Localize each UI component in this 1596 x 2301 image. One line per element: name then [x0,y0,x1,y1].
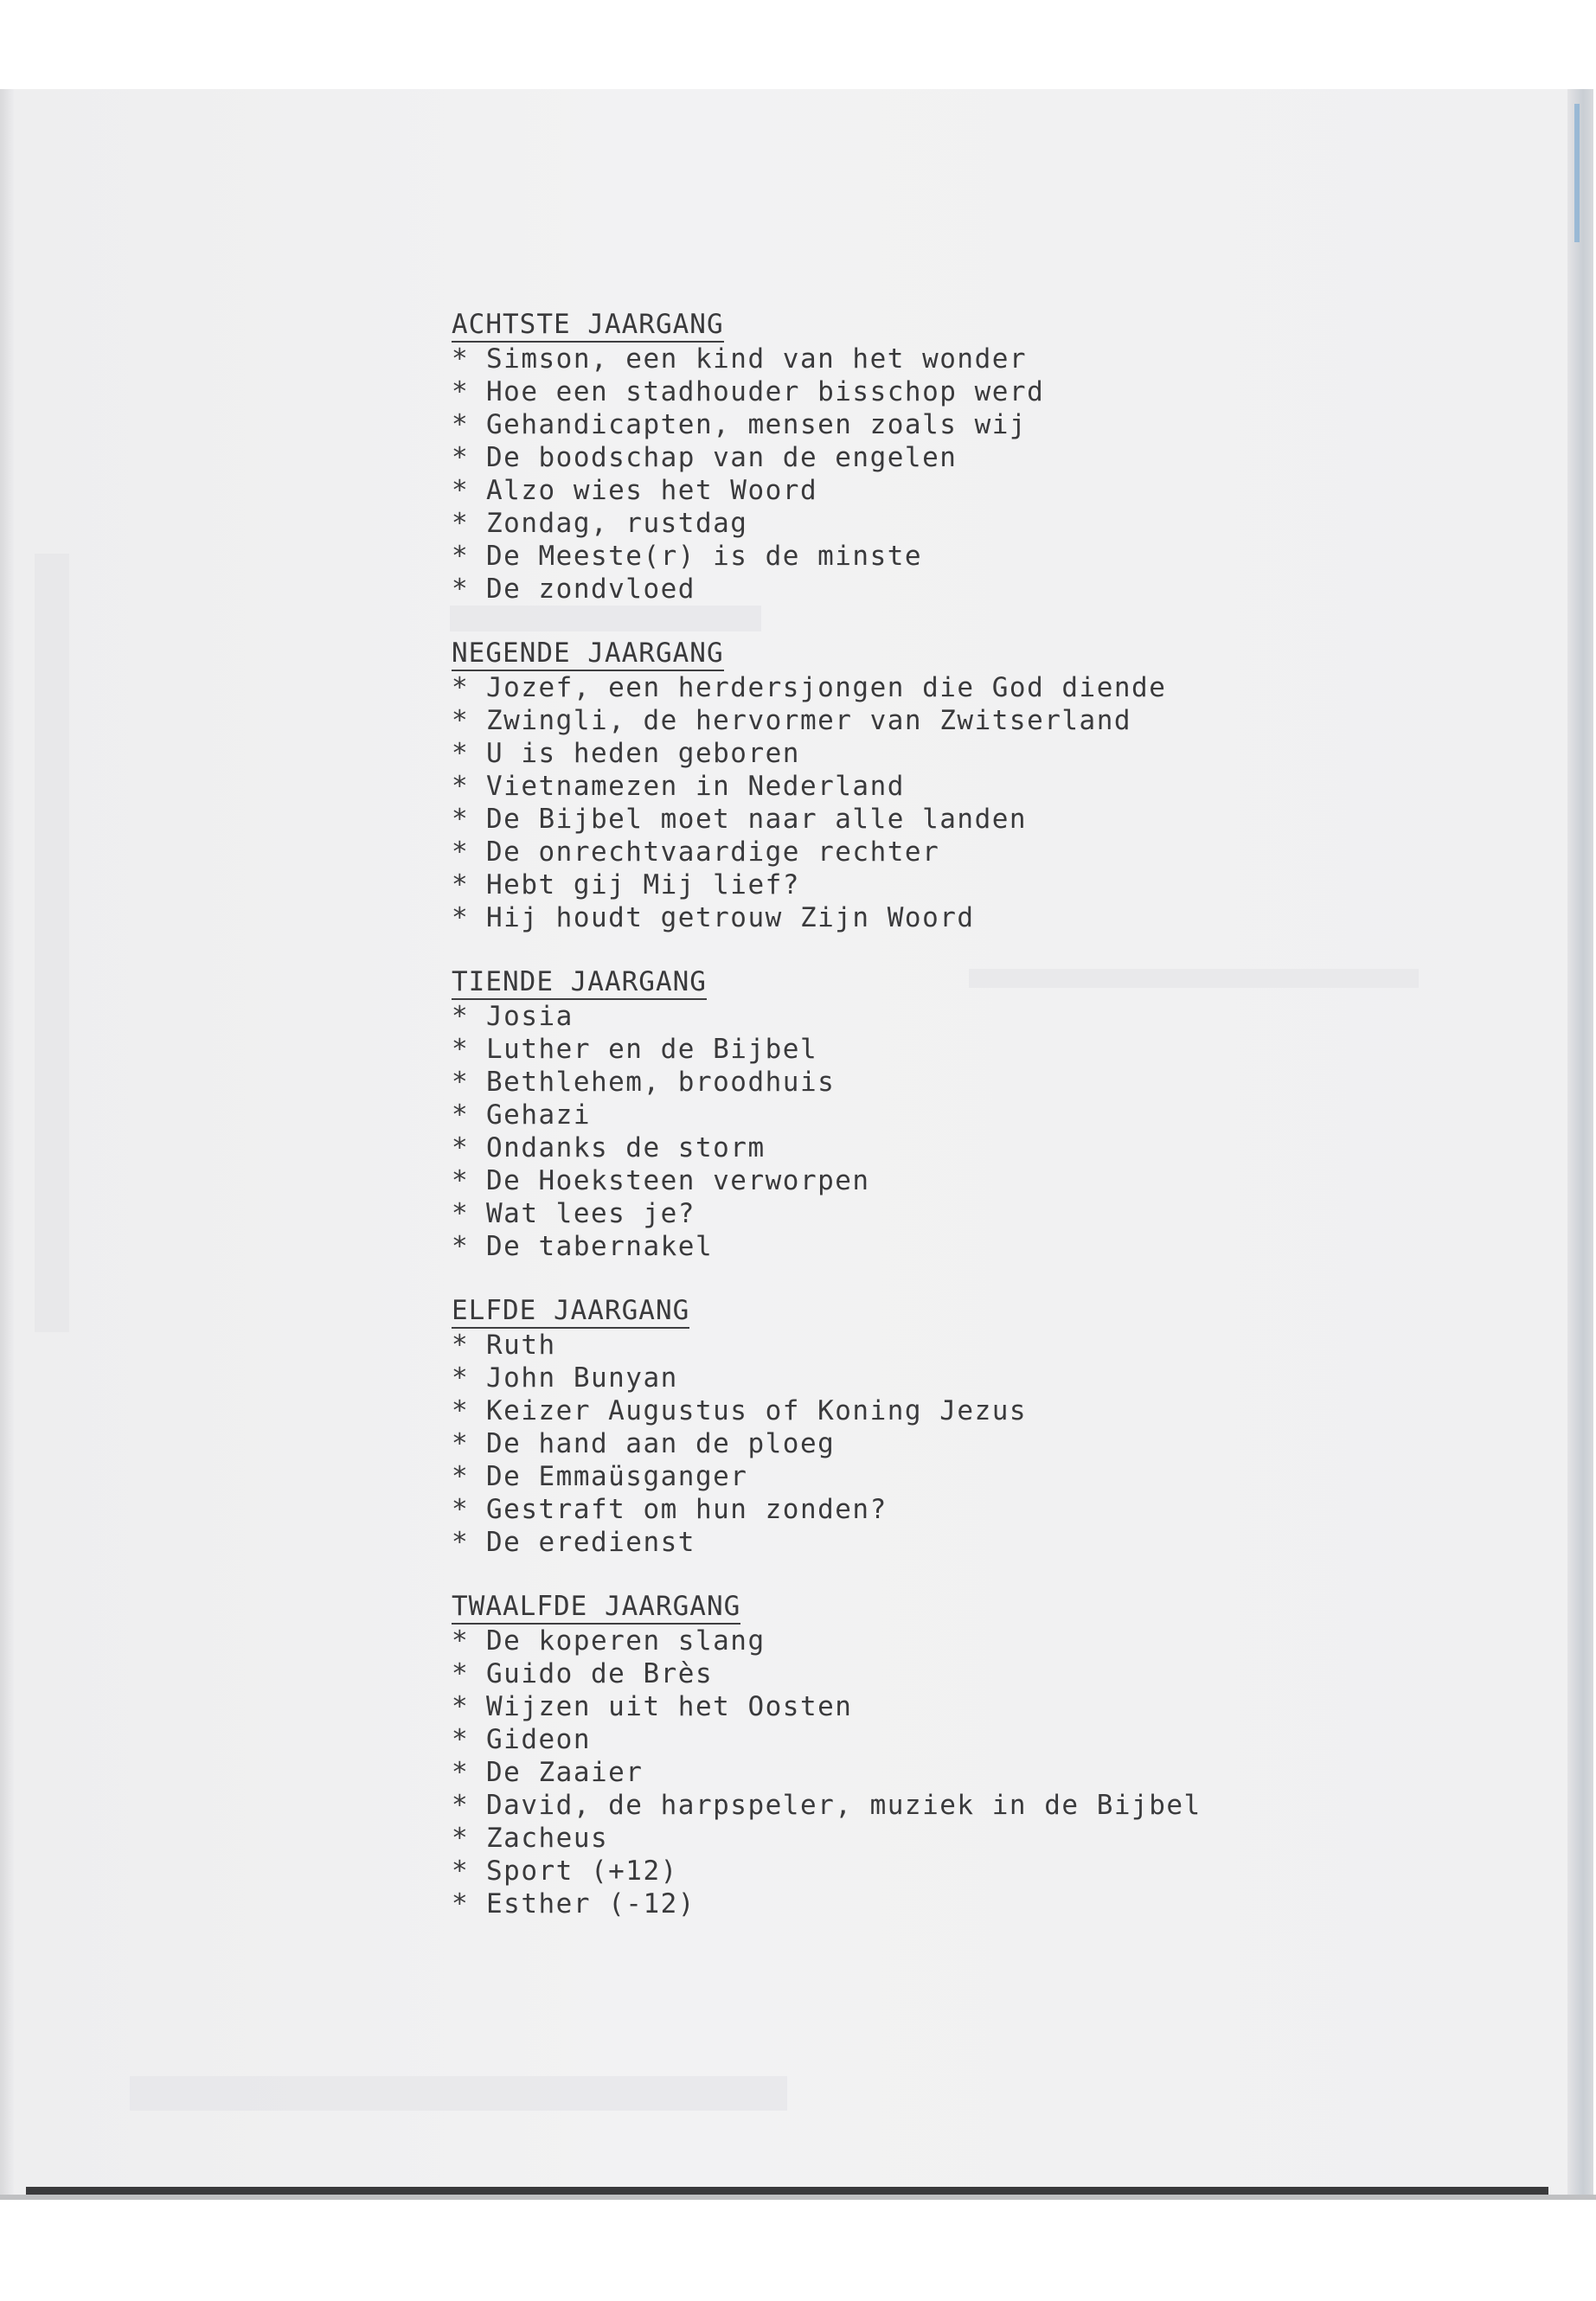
list-item-text: De boodschap van de engelen [486,442,958,473]
list-item [452,1131,1403,1164]
list-item [452,1526,1403,1559]
list-item-text: John Bunyan [486,1362,678,1394]
list-item-text: Vietnamezen in Nederland [486,771,905,802]
list-item [452,1362,1403,1394]
list-item [452,1427,1403,1460]
jaargang-section [452,637,1403,934]
list-item [452,1855,1403,1888]
asterisk-bullet-icon: * [452,1067,470,1098]
asterisk-bullet-icon: * [452,1395,470,1426]
list-item [452,704,1403,737]
asterisk-bullet-icon: * [452,541,470,572]
list-item-text: Wijzen uit het Oosten [486,1691,853,1722]
list-item [452,343,1403,375]
list-item-text: Wat lees je? [486,1198,695,1229]
list-item [452,1690,1403,1723]
list-item-text: De Hoeksteen verworpen [486,1165,870,1196]
list-item [452,1394,1403,1427]
list-item [452,770,1403,803]
list-item [452,1888,1403,1920]
list-item-text: Sport (+12) [486,1856,678,1887]
list-item [452,573,1403,606]
list-item-text: Ruth [486,1330,556,1361]
asterisk-bullet-icon: * [452,1625,470,1657]
asterisk-bullet-icon: * [452,672,470,703]
asterisk-bullet-icon: * [452,1132,470,1163]
list-item-text: Luther en de Bijbel [486,1034,818,1065]
list-item [452,441,1403,474]
asterisk-bullet-icon: * [452,836,470,868]
list-item [452,1493,1403,1526]
list-item [452,1789,1403,1822]
asterisk-bullet-icon: * [452,771,470,802]
asterisk-bullet-icon: * [452,1330,470,1361]
asterisk-bullet-icon: * [452,1099,470,1131]
list-item [452,901,1403,934]
list-item-text: Ondanks de storm [486,1132,766,1163]
asterisk-bullet-icon: * [452,574,470,605]
jaargang-section [452,1294,1403,1559]
list-item [452,1000,1403,1033]
asterisk-bullet-icon: * [452,376,470,407]
asterisk-bullet-icon: * [452,1724,470,1755]
asterisk-bullet-icon: * [452,475,470,506]
list-item [452,540,1403,573]
list-item-text: De hand aan de ploeg [486,1428,836,1459]
list-item [452,408,1403,441]
show-through-block [130,2076,787,2111]
list-item-text: De tabernakel [486,1231,714,1262]
list-item [452,1033,1403,1066]
list-item [452,1329,1403,1362]
asterisk-bullet-icon: * [452,1001,470,1032]
list-item [452,1066,1403,1099]
asterisk-bullet-icon: * [452,902,470,933]
asterisk-bullet-icon: * [452,1658,470,1689]
list-item-text: David, de harpspeler, muziek in de Bijbel [486,1790,1202,1821]
list-item-text: Hoe een stadhouder bisschop werd [486,376,1045,407]
list-item-text: Gehandicapten, mensen zoals wij [486,409,1028,440]
page-tab-marker [1574,104,1580,242]
list-item [452,474,1403,507]
list-item-text: Zondag, rustdag [486,508,748,539]
list-item-text: De Bijbel moet naar alle landen [486,804,1028,835]
list-item-text: Josia [486,1001,574,1032]
scan-shadow [0,2195,1596,2200]
asterisk-bullet-icon: * [452,1461,470,1492]
asterisk-bullet-icon: * [452,1198,470,1229]
asterisk-bullet-icon: * [452,1428,470,1459]
asterisk-bullet-icon: * [452,1165,470,1196]
jaargang-section [452,1590,1403,1920]
list-item-text: Hebt gij Mij lief? [486,869,800,901]
list-item [452,1099,1403,1131]
list-item-text: De onrechtvaardige rechter [486,836,940,868]
list-item-text: U is heden geboren [486,738,800,769]
list-item-text: De koperen slang [486,1625,766,1657]
list-item-text: Hij houdt getrouw Zijn Woord [486,902,975,933]
asterisk-bullet-icon: * [452,442,470,473]
list-item-text: Bethlehem, broodhuis [486,1067,836,1098]
list-item-text: De Meeste(r) is de minste [486,541,923,572]
section-heading: ACHTSTE JAARGANG [452,308,724,343]
jaargang-list [452,308,1403,1952]
asterisk-bullet-icon: * [452,1691,470,1722]
list-item [452,1164,1403,1197]
list-item [452,1723,1403,1756]
section-heading: TWAALFDE JAARGANG [452,1590,740,1625]
asterisk-bullet-icon: * [452,804,470,835]
list-item-text: Gideon [486,1724,591,1755]
list-item-text: De zondvloed [486,574,695,605]
list-item [452,507,1403,540]
jaargang-section [452,308,1403,606]
asterisk-bullet-icon: * [452,1231,470,1262]
list-item-text: Esther (-12) [486,1888,695,1920]
list-item-text: De eredienst [486,1527,695,1558]
list-item-text: De Zaaier [486,1757,644,1788]
asterisk-bullet-icon: * [452,1823,470,1854]
asterisk-bullet-icon: * [452,1856,470,1887]
list-item [452,671,1403,704]
list-item-text: Zacheus [486,1823,609,1854]
list-item-text: Keizer Augustus of Koning Jezus [486,1395,1028,1426]
list-item [452,1657,1403,1690]
list-item [452,375,1403,408]
list-item-text: Jozef, een herdersjongen die God diende [486,672,1167,703]
list-item-text: De Emmaüsganger [486,1461,748,1492]
list-item-text: Gehazi [486,1099,591,1131]
asterisk-bullet-icon: * [452,1362,470,1394]
list-item [452,868,1403,901]
list-item-text: Guido de Brès [486,1658,714,1689]
jaargang-section [452,965,1403,1263]
paper-right-edge [1567,89,1593,2200]
show-through-block [35,554,69,1332]
list-item-text: Gestraft om hun zonden? [486,1494,888,1525]
list-item [452,737,1403,770]
asterisk-bullet-icon: * [452,1034,470,1065]
asterisk-bullet-icon: * [452,508,470,539]
paper-left-edge [0,89,14,2200]
list-item-text: Alzo wies het Woord [486,475,818,506]
asterisk-bullet-icon: * [452,343,470,375]
section-heading: TIENDE JAARGANG [452,965,707,1000]
asterisk-bullet-icon: * [452,1494,470,1525]
list-item [452,1230,1403,1263]
section-heading: ELFDE JAARGANG [452,1294,689,1329]
list-item-text: Simson, een kind van het wonder [486,343,1028,375]
asterisk-bullet-icon: * [452,409,470,440]
asterisk-bullet-icon: * [452,705,470,736]
list-item [452,1460,1403,1493]
asterisk-bullet-icon: * [452,1790,470,1821]
asterisk-bullet-icon: * [452,1527,470,1558]
list-item [452,1822,1403,1855]
list-item [452,1197,1403,1230]
list-item [452,803,1403,836]
asterisk-bullet-icon: * [452,1888,470,1920]
list-item-text: Zwingli, de hervormer van Zwitserland [486,705,1132,736]
paper-bottom-edge [26,2187,1548,2195]
list-item [452,1756,1403,1789]
list-item [452,836,1403,868]
list-item [452,1625,1403,1657]
asterisk-bullet-icon: * [452,738,470,769]
section-heading: NEGENDE JAARGANG [452,637,724,671]
asterisk-bullet-icon: * [452,869,470,901]
asterisk-bullet-icon: * [452,1757,470,1788]
